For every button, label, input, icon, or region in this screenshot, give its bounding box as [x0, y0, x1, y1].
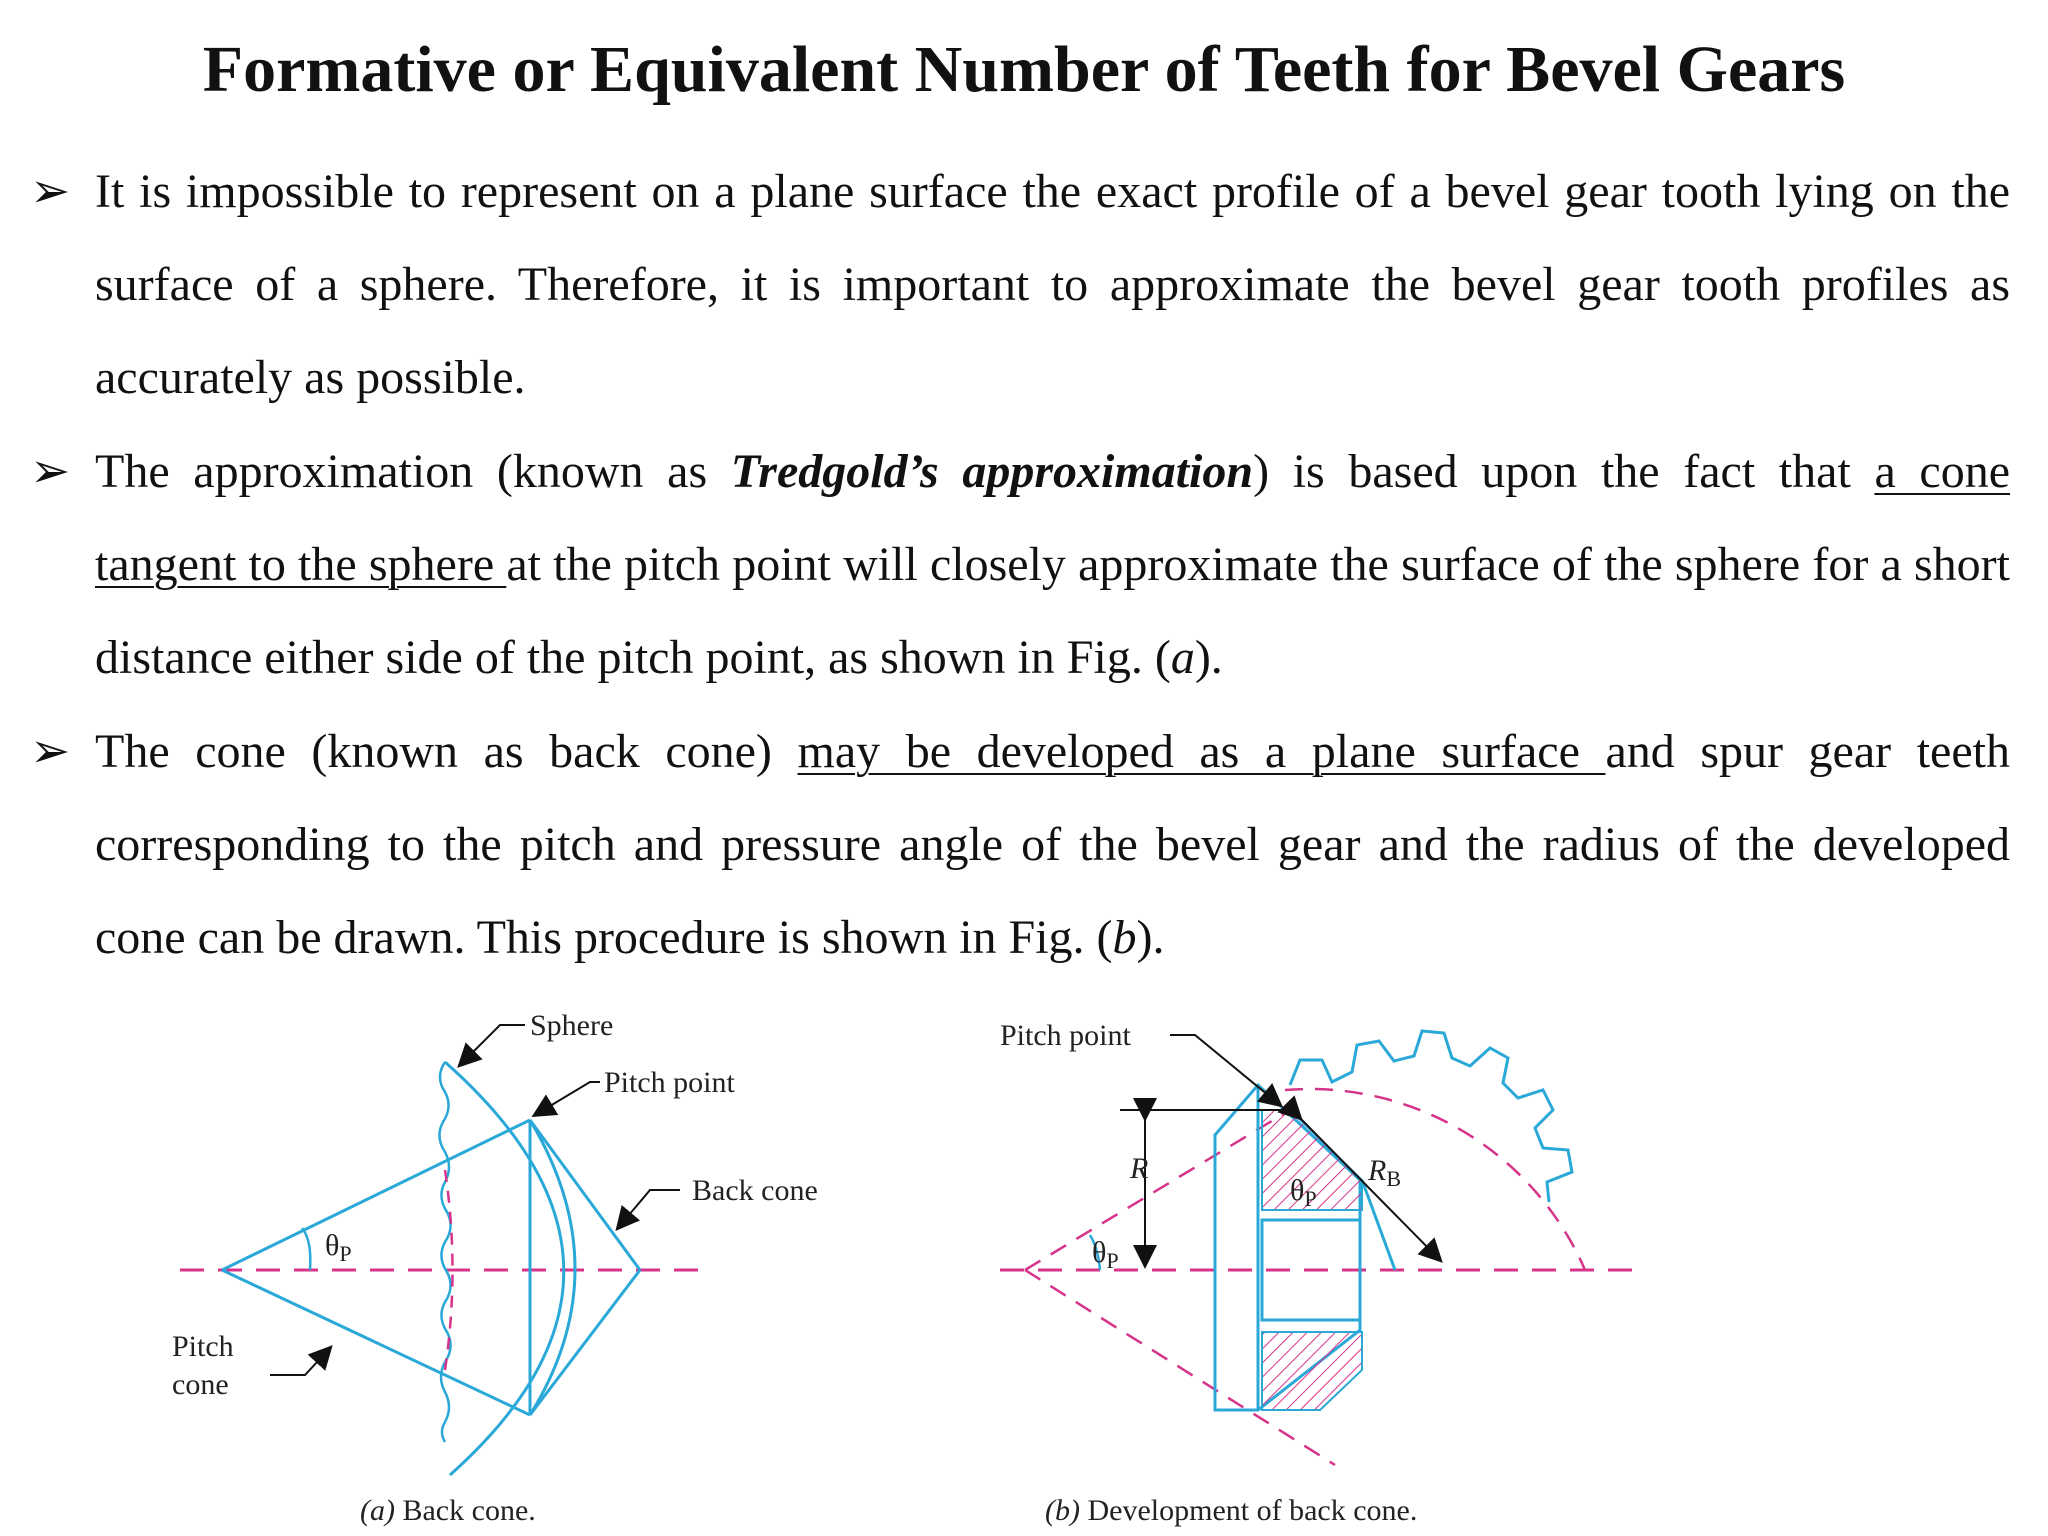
figure-b-development [1000, 1019, 1640, 1527]
bullet-2 [30, 425, 2010, 704]
pitch-point-label-b: Pitch point [1000, 1019, 1131, 1052]
figure-a-back-cone [172, 1009, 818, 1527]
bullet-arrow-icon: ➢ [30, 445, 71, 498]
tredgold-term: Tredgold’s approximation [730, 445, 1254, 498]
pitch-point-label: Pitch point [604, 1066, 735, 1099]
bevel-gear-figures [0, 970, 2048, 1536]
bullet-1-text: It is impossible to represent on a plane surface the exact profile of a bevel gear tooth lying on the surface of a sphere. Therefore, it is important to approximate the bevel gear tooth profiles as accurately as possible. [95, 165, 2010, 404]
back-cone-label: Back cone [692, 1174, 818, 1207]
bullet-arrow-icon: ➢ [30, 725, 71, 778]
bullet-3 [30, 705, 2010, 984]
bullet-2-text: The approximation (known as Tredgold’s approximation) is based upon the fact that a cone tangent to the sphere at the pitch point will closely approximate the surface of the sphere for a short distance either side of the pitch point, as shown in Fig. (a). [95, 445, 2011, 684]
page-title: Formative or Equivalent Number of Teeth for Bevel Gears [202, 33, 1846, 106]
rb-label: $R_B$ [1368, 1154, 1402, 1191]
caption-a: (a) Back cone. [360, 1494, 536, 1527]
underlined-phrase: a cone tangent to the sphere [95, 445, 2010, 591]
caption-b: (b) Development of back cone. [1045, 1494, 1418, 1527]
svg-text:θP: $\theta_P$ [325, 1229, 352, 1266]
r-label: R [1130, 1152, 1149, 1185]
pitch-cone-label-2: cone [172, 1368, 229, 1401]
theta-p-label: θ [325, 1229, 340, 1262]
bullet-1 [30, 145, 2010, 424]
pitch-cone-label-1: Pitch [172, 1330, 234, 1363]
sphere-label: Sphere [530, 1009, 614, 1042]
theta-p-label-b: $\theta_P$ [1092, 1236, 1119, 1273]
bullet-arrow-icon: ➢ [30, 165, 71, 218]
theta-p-label-b2: $\theta_P$ [1290, 1174, 1317, 1211]
underlined-phrase: may be developed as a plane surface [797, 725, 1606, 778]
bullet-3-text: The cone (known as back cone) may be developed as a plane surface and spur gear teeth corresponding to the pitch and pressure angle of the bevel gear and the radius of the developed cone can be drawn. This procedure is shown in Fig. (b). [95, 725, 2010, 964]
